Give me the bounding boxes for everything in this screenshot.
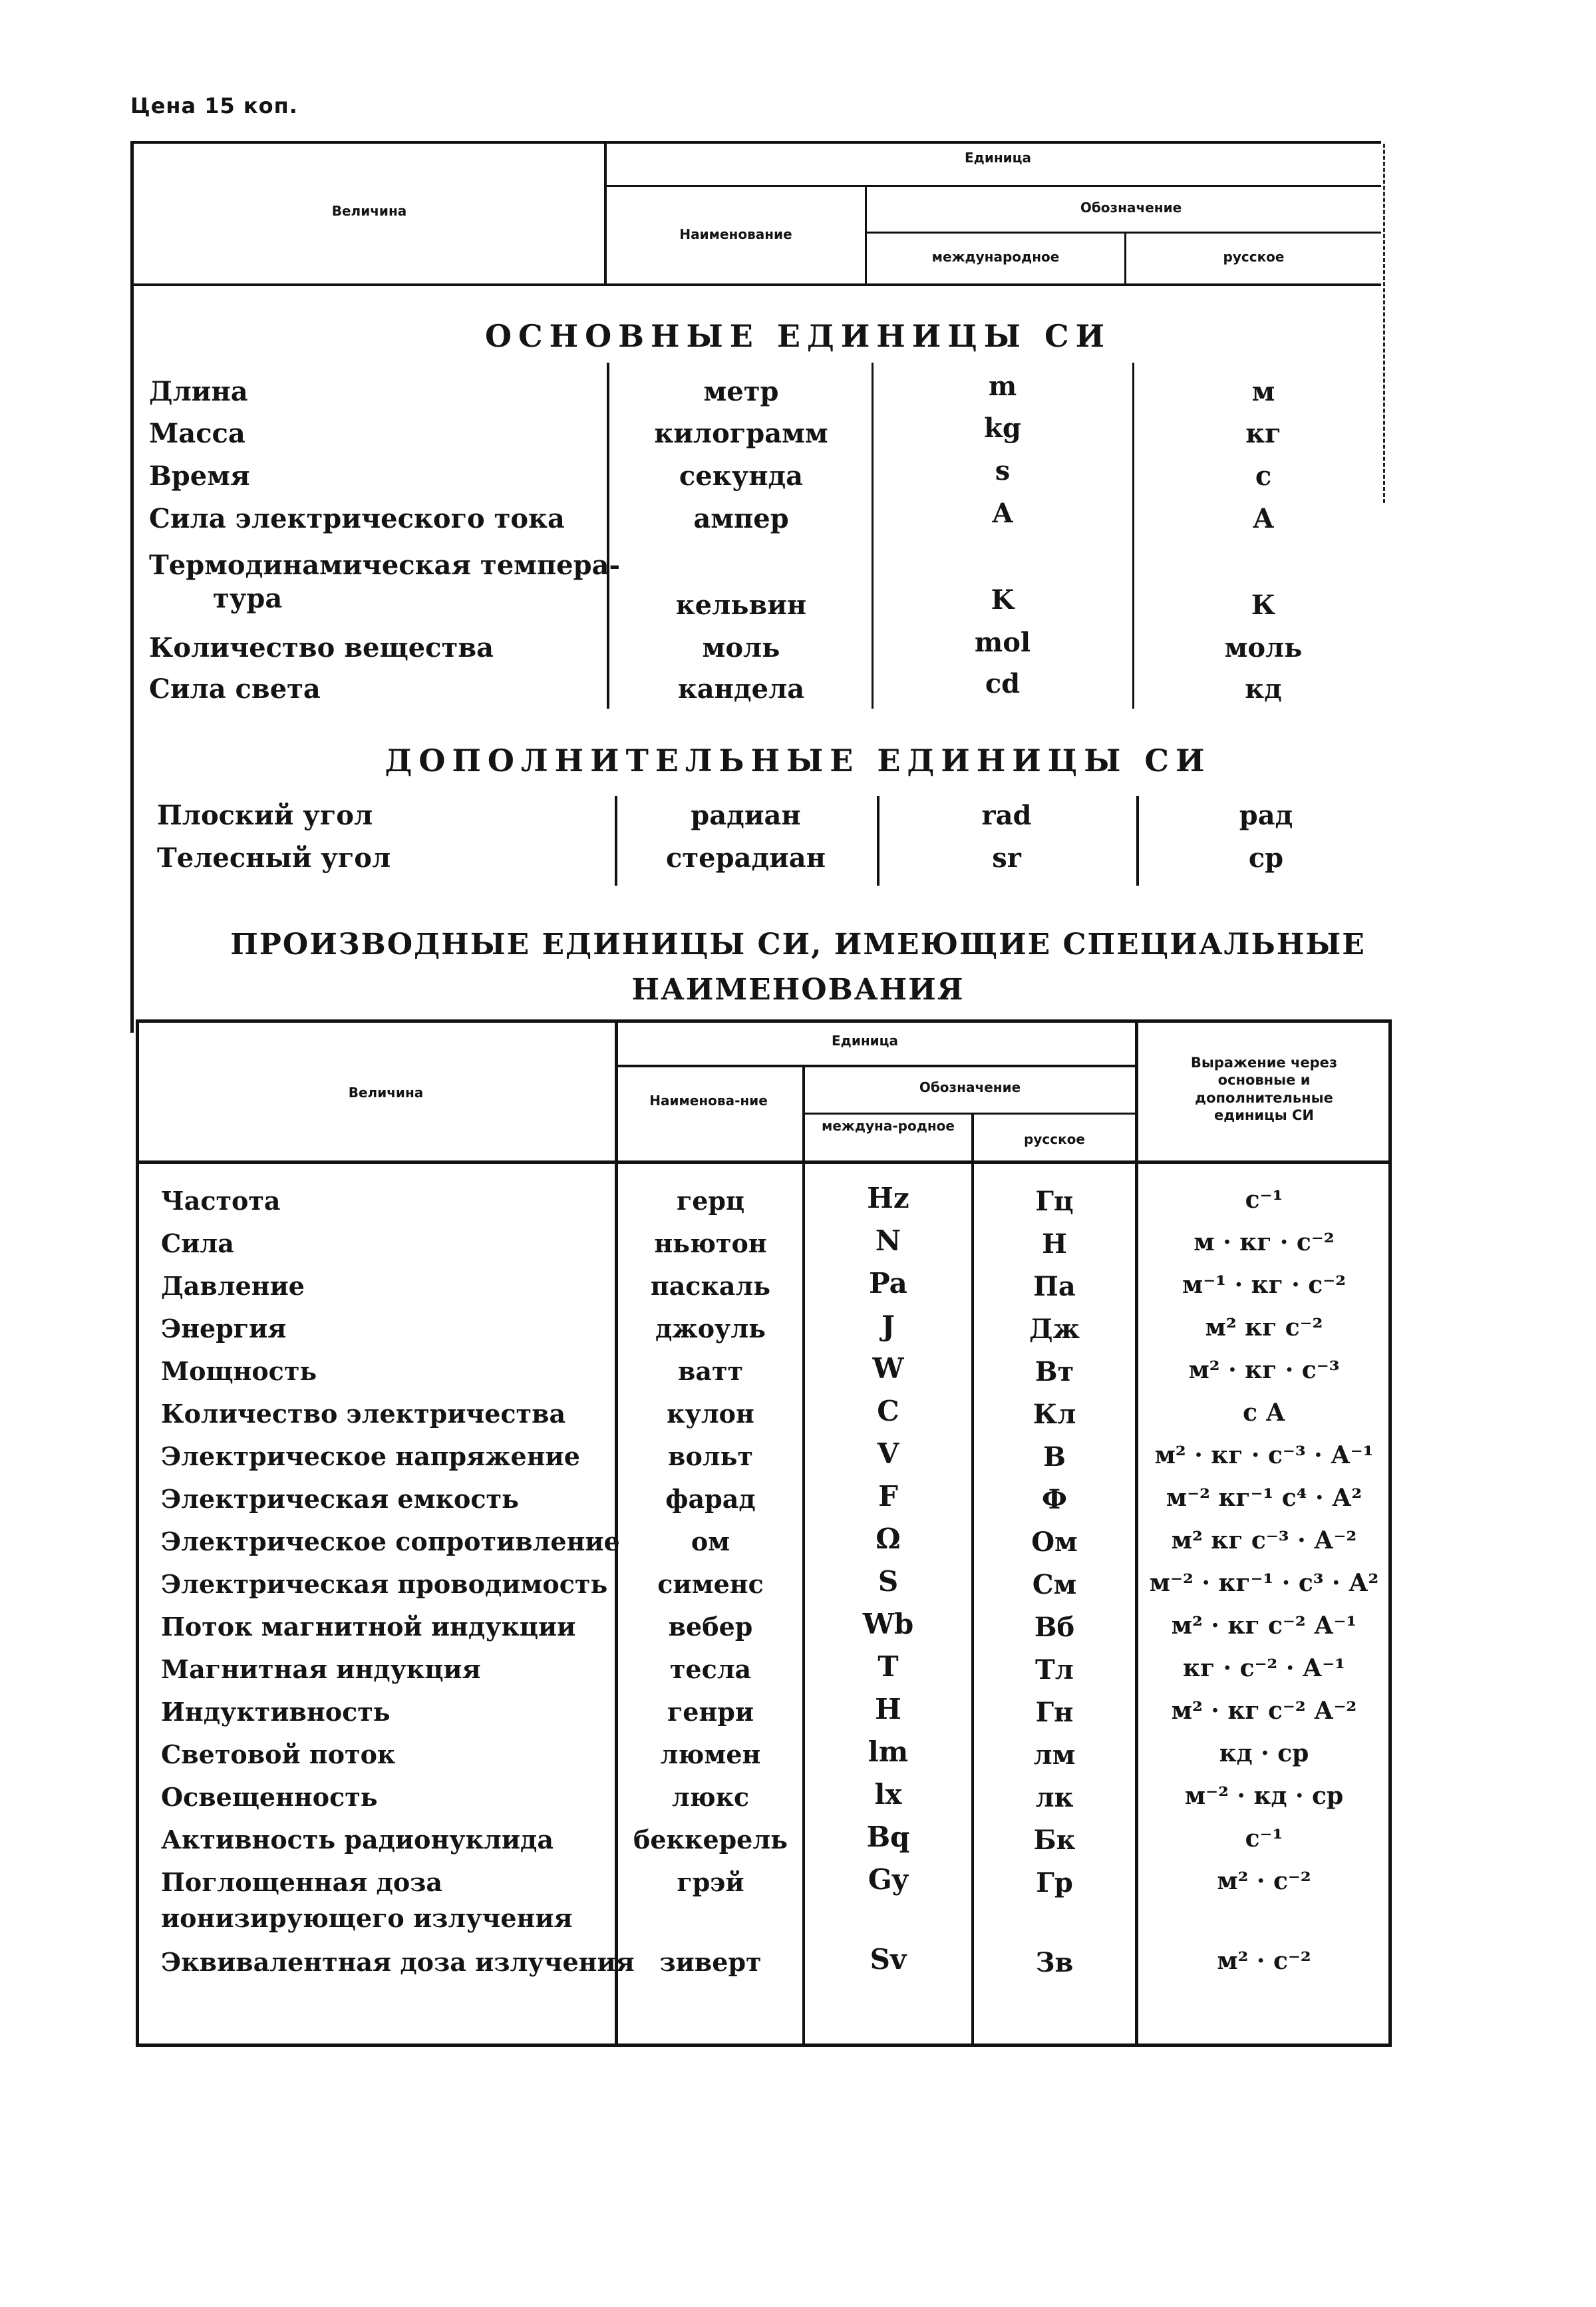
derived-unit-row [161,1352,1392,1395]
derived-header-russian: русское [1024,1131,1085,1147]
derived-unit-row [161,1437,1392,1480]
international-symbol: V [877,1437,899,1470]
unit-name: секунда [679,460,804,492]
derived-unit-row [161,1693,1392,1735]
russian-symbol: кд [1245,673,1282,705]
russian-symbol: Ф [1042,1484,1067,1515]
unit-name: ватт [677,1356,744,1386]
derived-unit-row [161,1310,1392,1352]
price-label: Цена 15 коп. [130,93,298,118]
derived-unit-row [161,1522,1392,1565]
header-name: Наименование [679,226,792,242]
header-unit: Единица [965,150,1031,166]
international-symbol: Sv [870,1943,907,1976]
russian-symbol: рад [1239,800,1293,831]
derived-unit-row [161,1608,1392,1650]
international-symbol: Gy [868,1863,909,1896]
unit-name: зиверт [659,1947,762,1977]
quantity-name: Количество электричества [161,1399,566,1429]
quantity-name: Частота [161,1186,281,1216]
international-symbol: C [877,1395,899,1427]
derived-header-expression: Выражение через основные и дополнительные единицы СИ [1190,1055,1338,1123]
quantity-name: Электрическое сопротивление [161,1526,620,1556]
derived-unit-row [161,1650,1392,1693]
derived-header-name: Наименова-ние [649,1093,768,1109]
quantity-name: Энергия [161,1314,287,1343]
international-symbol: cd [985,668,1021,699]
unit-name: беккерель [633,1825,788,1855]
unit-name: фарад [665,1484,756,1514]
supplementary-units-title: ДОПОЛНИТЕЛЬНЫЕ ЕДИНИЦЫ СИ [385,743,1211,779]
quantity-name: Электрическое напряжение [161,1441,580,1471]
quantity-name: Поток магнитной индукции [161,1612,576,1642]
russian-symbol: лк [1035,1782,1074,1813]
si-expression: м² · кг · с⁻³ [1188,1356,1340,1384]
si-expression: кд · ср [1219,1739,1309,1767]
international-symbol: sr [992,842,1021,874]
header-russian: русское [1223,249,1285,265]
header-line [802,1113,1136,1115]
header-line [604,185,1381,187]
si-expression: кг · с⁻² · А⁻¹ [1182,1654,1346,1682]
russian-symbol: лм [1033,1739,1076,1771]
quantity-name: Электрическая проводимость [161,1569,608,1599]
unit-name: кулон [667,1399,754,1429]
unit-name: генри [667,1697,754,1727]
header-quantity: Величина [331,203,407,219]
quantity-name: Сила света [149,673,321,705]
base-unit-row [149,413,1380,456]
header-divider [604,141,607,285]
derived-unit-row [161,1267,1392,1310]
unit-name: паскаль [650,1271,771,1301]
si-expression: м² · кг с⁻² А⁻² [1171,1697,1357,1725]
quantity-name: Индуктивность [161,1697,391,1727]
header-international: международное [931,249,1060,265]
derived-header-designation: Обозначение [919,1079,1021,1095]
international-symbol: Wb [862,1608,914,1640]
quantity-name: Плоский угол [157,800,373,831]
derived-units-title [0,922,1596,1013]
si-expression: с⁻¹ [1245,1186,1283,1214]
base-unit-row [149,498,1380,542]
russian-symbol: Гн [1035,1697,1074,1728]
si-expression: м⁻² кг⁻¹ с⁴ · А² [1166,1484,1362,1512]
unit-name: метр [703,376,779,407]
international-symbol: Ω [876,1522,901,1555]
header-bottom-line [136,1160,1392,1164]
quantity-name: Сила электрического тока [149,503,565,534]
russian-symbol: кг [1245,418,1281,449]
international-symbol: Hz [867,1182,909,1214]
quantity-name: Длина [149,376,248,407]
russian-symbol: Ом [1031,1526,1078,1558]
header-bottom-line [130,283,1381,286]
derived-header-quantity: Величина [348,1085,424,1101]
international-symbol: T [878,1650,899,1683]
base-unit-row [149,550,1380,621]
derived-unit-row [161,1778,1392,1821]
derived-unit-row [161,1863,1392,1933]
si-expression: м² кг с⁻² [1205,1314,1323,1341]
russian-symbol: Па [1033,1271,1076,1302]
quantity-name: Активность радионуклида [161,1825,554,1855]
derived-unit-row [161,1565,1392,1608]
derived-unit-row [161,1395,1392,1437]
base-unit-row [149,371,1380,415]
russian-symbol: Вт [1035,1356,1074,1387]
unit-name: стерадиан [666,842,826,874]
international-symbol: A [992,498,1013,529]
header-divider [865,185,867,285]
quantity-name: Сила [161,1228,234,1258]
derived-unit-row [161,1224,1392,1267]
international-symbol: N [875,1224,901,1257]
quantity-name: Термодинамическая темпера- [149,550,621,581]
derived-title-line-2: НАИМЕНОВАНИЯ [631,973,965,1007]
derived-unit-row [161,1821,1392,1863]
russian-symbol: Вб [1034,1612,1075,1643]
russian-symbol: В [1043,1441,1066,1473]
unit-name: моль [702,632,780,663]
quantity-name: Электрическая емкость [161,1484,519,1514]
si-expression: м⁻² · кг⁻¹ · с³ · А² [1149,1569,1379,1597]
international-symbol: Bq [866,1821,910,1853]
si-expression: м² · кг с⁻² А⁻¹ [1171,1612,1357,1640]
unit-name: ньютон [654,1228,767,1258]
header-line [865,232,1381,234]
russian-symbol: Кл [1033,1399,1076,1430]
header-line [615,1065,1136,1067]
russian-symbol: Н [1042,1228,1067,1260]
russian-symbol: ср [1248,842,1284,874]
derived-unit-row [161,1182,1392,1224]
base-units-title: ОСНОВНЫЕ ЕДИНИЦЫ СИ [484,318,1112,354]
quantity-name: Масса [149,418,245,449]
unit-name: килограмм [654,418,828,449]
header-designation: Обозначение [1080,200,1182,216]
unit-name: кандела [677,673,805,705]
unit-name: люмен [660,1739,761,1769]
international-symbol: m [988,371,1017,402]
si-expression: м⁻² · кд · ср [1184,1782,1344,1810]
quantity-name: Освещенность [161,1782,378,1812]
si-expression: м · кг · с⁻² [1194,1228,1335,1256]
si-expression: с А [1243,1399,1285,1427]
derived-unit-row [161,1735,1392,1778]
unit-name: кельвин [675,590,807,621]
derived-unit-row [161,1480,1392,1522]
quantity-name: Световой поток [161,1739,396,1769]
international-symbol: W [872,1352,904,1385]
unit-name: вебер [668,1612,753,1642]
russian-symbol: Гр [1036,1867,1073,1898]
international-symbol: lm [868,1735,909,1768]
russian-symbol: См [1032,1569,1077,1600]
international-symbol: K [991,584,1015,616]
russian-symbol: Дж [1029,1314,1080,1345]
si-expression: м⁻¹ · кг · с⁻² [1182,1271,1346,1299]
unit-name: люкс [671,1782,750,1812]
russian-symbol: моль [1224,632,1303,663]
unit-name: радиан [691,800,801,831]
quantity-name-cont: тура [213,583,283,614]
quantity-name: Эквивалентная доза излучения [161,1947,635,1977]
si-expression: с⁻¹ [1245,1825,1283,1853]
unit-name: сименс [657,1569,764,1599]
unit-name: тесла [669,1654,752,1684]
unit-name: герц [676,1186,745,1216]
quantity-name: Мощность [161,1356,317,1386]
quantity-name: Количество вещества [149,632,494,663]
unit-name: вольт [668,1441,753,1471]
international-symbol: H [875,1693,901,1725]
international-symbol: s [995,455,1011,486]
quantity-name: Время [149,460,250,492]
base-unit-row [149,627,1380,671]
international-symbol: S [878,1565,899,1598]
russian-symbol: м [1251,376,1275,407]
international-symbol: lx [874,1778,902,1811]
si-expression: м² · с⁻² [1217,1947,1311,1975]
derived-header-international: междуна-родное [822,1118,955,1134]
international-symbol: mol [974,627,1031,658]
quantity-name-cont: ионизирующего излучения [161,1903,573,1933]
international-symbol: Pa [869,1267,907,1300]
quantity-name: Телесный угол [157,842,391,874]
international-symbol: kg [984,413,1021,444]
unit-name: ампер [693,503,789,534]
supplementary-unit-row [157,800,1381,838]
unit-name: грэй [677,1867,744,1897]
si-expression: м² · с⁻² [1217,1867,1311,1895]
derived-header-unit: Единица [832,1033,898,1049]
international-symbol: J [881,1310,895,1342]
quantity-name: Давление [161,1271,305,1301]
unit-name: ом [691,1526,730,1556]
derived-unit-row [161,1943,1392,1986]
russian-symbol: А [1252,503,1275,534]
si-expression: м² кг с⁻³ · А⁻² [1171,1526,1357,1554]
russian-symbol: с [1255,460,1272,492]
russian-symbol: К [1251,590,1276,621]
base-unit-row [149,668,1380,712]
quantity-name: Магнитная индукция [161,1654,481,1684]
russian-symbol: Гц [1035,1186,1074,1217]
russian-symbol: Зв [1035,1947,1074,1978]
unit-name: джоуль [655,1314,766,1343]
russian-symbol: Тл [1035,1654,1074,1686]
quantity-name: Поглощенная доза [161,1867,443,1897]
international-symbol: rad [981,800,1032,831]
international-symbol: F [878,1480,898,1512]
base-unit-row [149,455,1380,499]
derived-title-line-1: ПРОИЗВОДНЫЕ ЕДИНИЦЫ СИ, ИМЕЮЩИЕ СПЕЦИАЛЬНЫЕ [230,928,1366,962]
si-expression: м² · кг · с⁻³ · А⁻¹ [1154,1441,1374,1469]
russian-symbol: Бк [1033,1825,1076,1856]
supplementary-unit-row [157,842,1381,881]
